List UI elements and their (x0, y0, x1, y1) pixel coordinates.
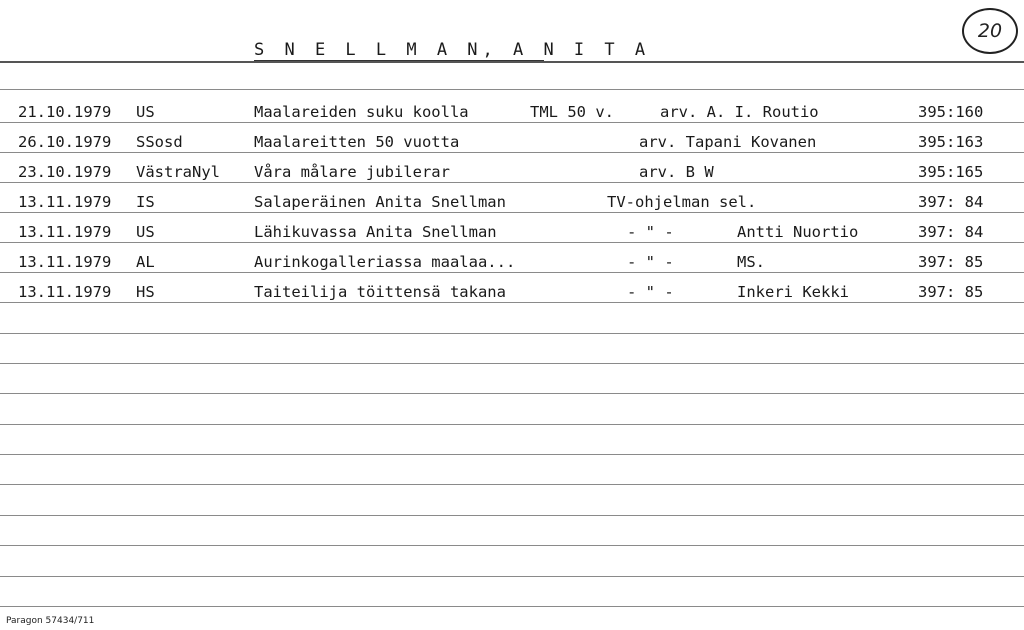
line-rule (0, 363, 1024, 364)
line-rule (0, 393, 1024, 394)
entry-source: US (136, 103, 155, 121)
entry-ref: 395:163 (918, 133, 984, 151)
line-rule (0, 454, 1024, 455)
card-title: S N E L L M A N, A N I T A (254, 40, 651, 60)
entry-title: Taiteilija töittensä takana (254, 283, 506, 301)
line-rule (0, 515, 1024, 516)
line-rule (0, 545, 1024, 546)
line-rule (0, 302, 1024, 303)
line-rule (0, 606, 1024, 607)
entry-source: HS (136, 283, 155, 301)
line-rule (0, 333, 1024, 334)
entry-date: 21.10.1979 (18, 103, 112, 121)
entry-ref: 395:160 (918, 103, 984, 121)
entry-ref: 397: 85 (918, 283, 984, 301)
line-rule (0, 424, 1024, 425)
entry-date: 13.11.1979 (18, 223, 112, 241)
entry-date: 13.11.1979 (18, 253, 112, 271)
entry-source: IS (136, 193, 155, 211)
entry-author: Antti Nuortio (737, 223, 859, 241)
entry-author: arv. Tapani Kovanen (639, 133, 817, 151)
page-number-badge: 20 (962, 8, 1018, 54)
entry-author: arv. A. I. Routio (660, 103, 819, 121)
line-rule (0, 272, 1024, 273)
line-rule (0, 182, 1024, 183)
entry-date: 13.11.1979 (18, 283, 112, 301)
entry-title: Maalareiden suku koolla (254, 103, 469, 121)
entry-ref: 395:165 (918, 163, 984, 181)
entry-title: Maalareitten 50 vuotta (254, 133, 460, 151)
entry-source: AL (136, 253, 155, 271)
line-rule (0, 212, 1024, 213)
entry-ref: 397: 84 (918, 223, 984, 241)
entry-source: VästraNyl (136, 163, 220, 181)
entry-author: MS. (737, 253, 765, 271)
entry-note: - " - (627, 283, 674, 301)
entry-date: 13.11.1979 (18, 193, 112, 211)
line-rule (0, 122, 1024, 123)
entry-author: arv. B W (639, 163, 714, 181)
line-rule (0, 152, 1024, 153)
entry-title: Lähikuvassa Anita Snellman (254, 223, 497, 241)
entry-title: Aurinkogalleriassa maalaa... (254, 253, 516, 271)
entry-ref: 397: 84 (918, 193, 984, 211)
header-rule (0, 61, 1024, 63)
entry-note: TML 50 v. (530, 103, 614, 121)
entry-source: US (136, 223, 155, 241)
printer-imprint: Paragon 57434/711 (6, 616, 95, 626)
entry-date: 26.10.1979 (18, 133, 112, 151)
entry-note: TV-ohjelman sel. (607, 193, 757, 211)
entry-source: SSosd (136, 133, 183, 151)
line-rule (0, 242, 1024, 243)
entry-title: Våra målare jubilerar (254, 163, 450, 181)
entry-title: Salaperäinen Anita Snellman (254, 193, 506, 211)
entry-ref: 397: 85 (918, 253, 984, 271)
line-rule (0, 484, 1024, 485)
entry-date: 23.10.1979 (18, 163, 112, 181)
line-rule (0, 576, 1024, 577)
line-rule (0, 89, 1024, 90)
entry-author: Inkeri Kekki (737, 283, 849, 301)
entry-note: - " - (627, 253, 674, 271)
entry-note: - " - (627, 223, 674, 241)
